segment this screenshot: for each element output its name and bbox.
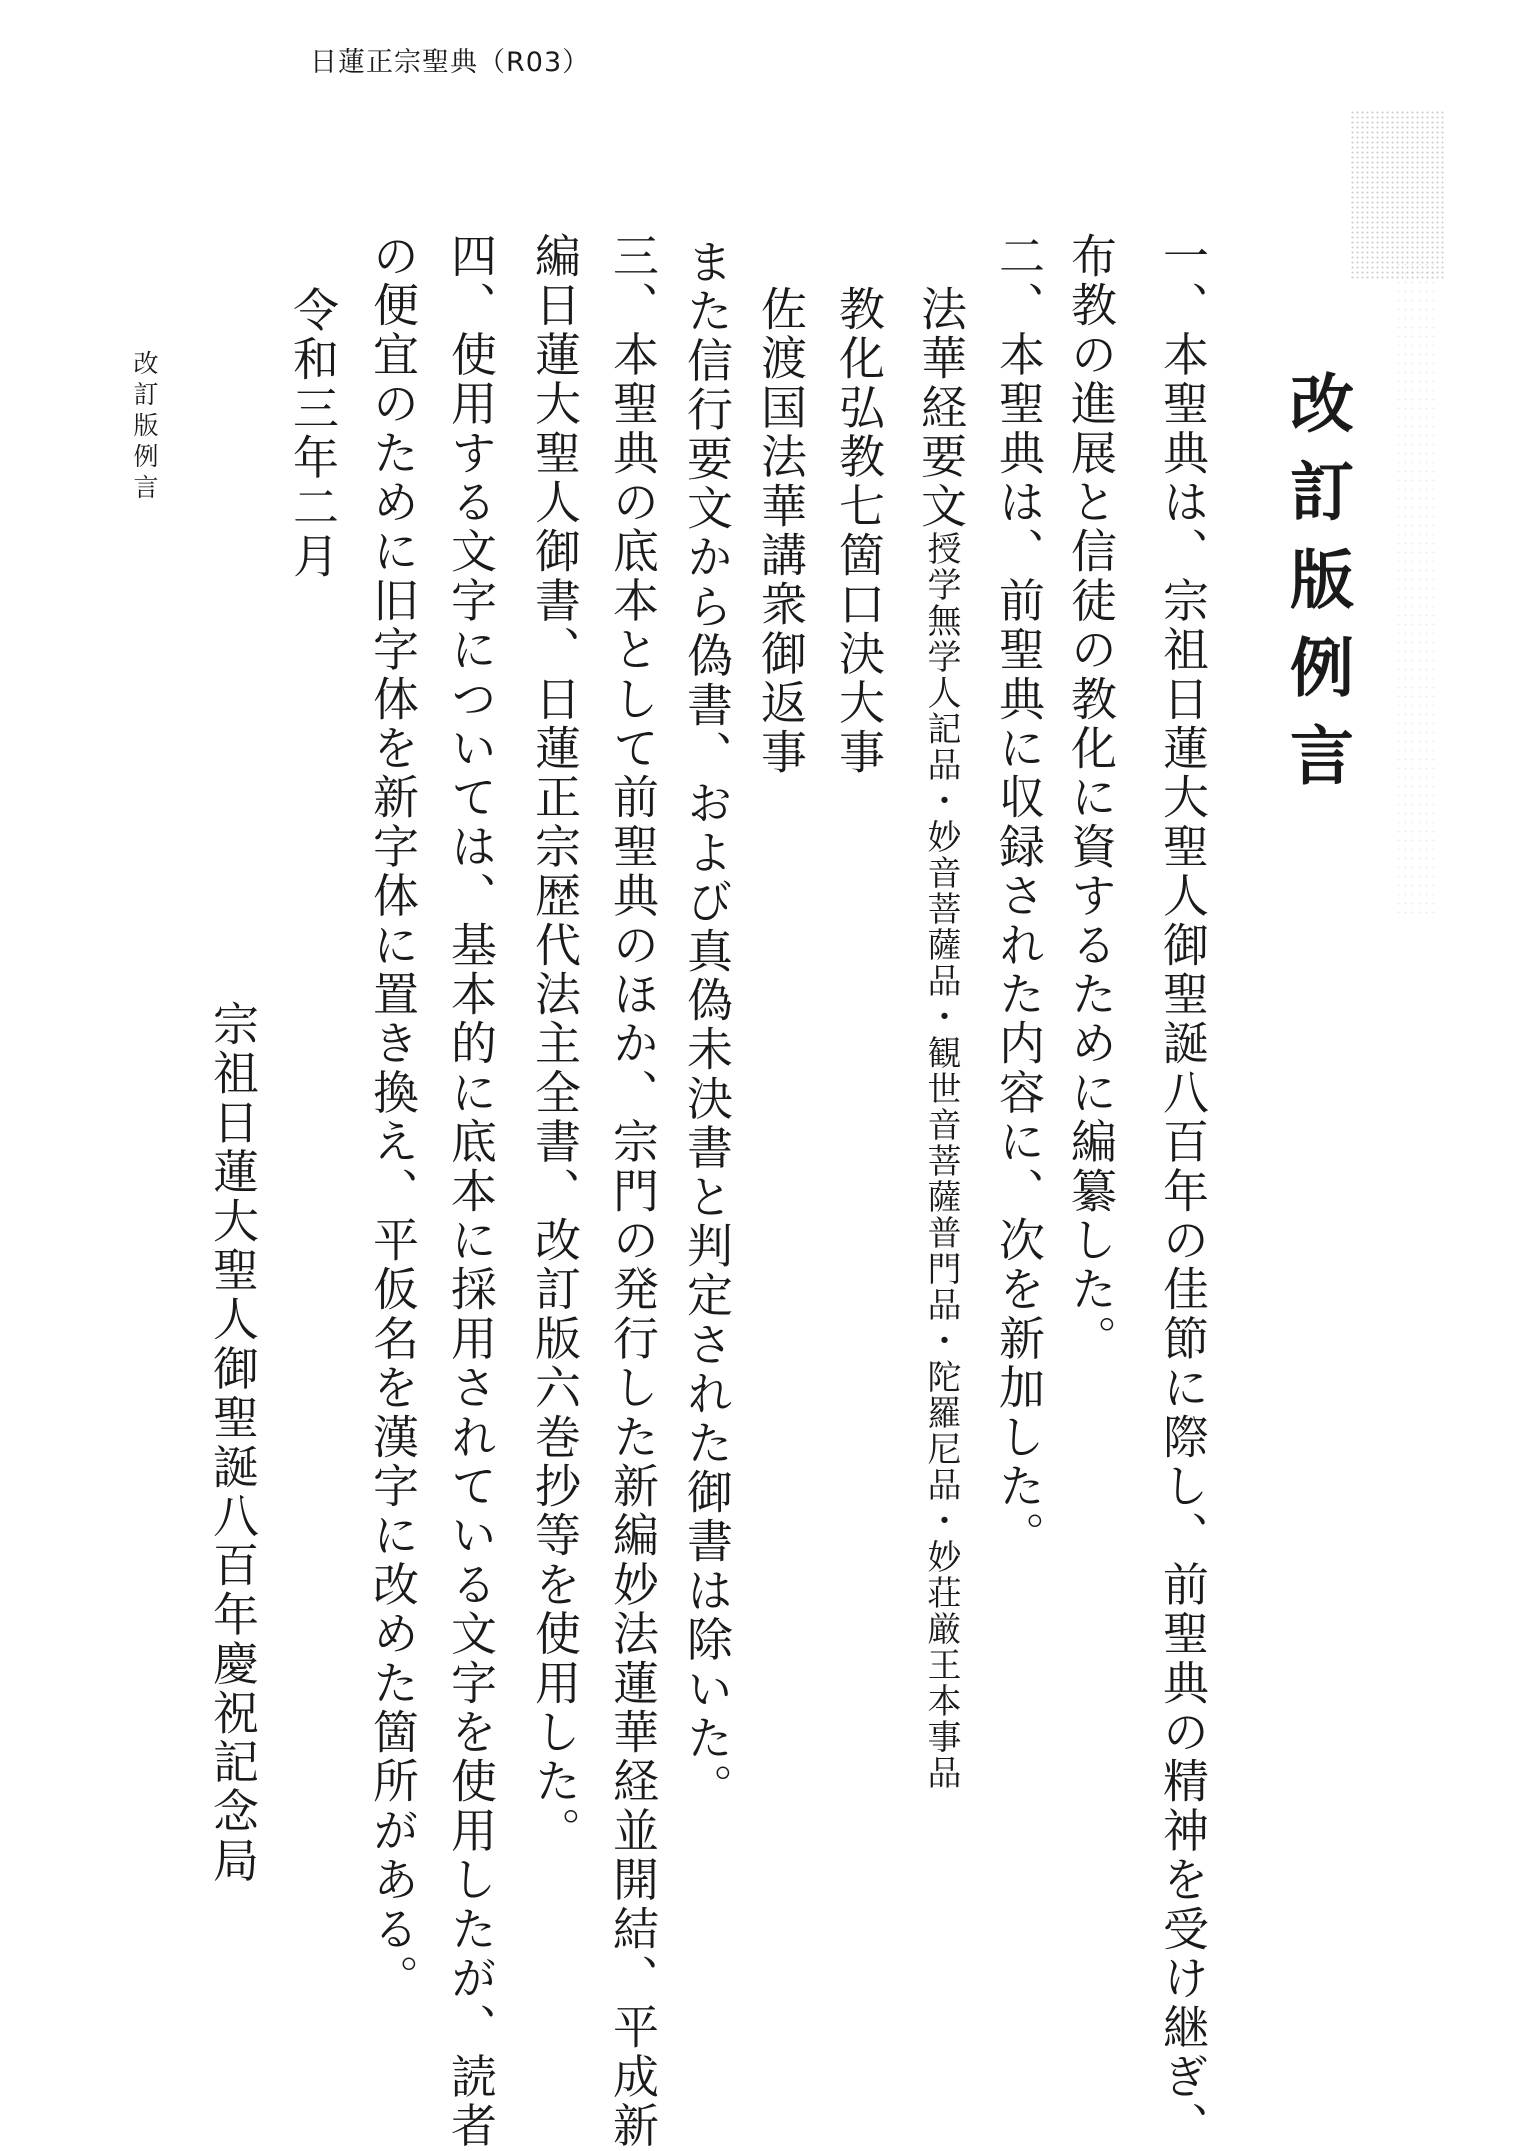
running-header: 日蓮正宗聖典（R03） bbox=[310, 47, 591, 78]
paragraph-4-line-1: 四、使用する文字については、基本的に底本に採用されている文字を使用したが、読者 bbox=[444, 232, 498, 2151]
item-1-detail: 授学無学人記品・妙音菩薩品・観世音菩薩普門品・陀羅尼品・妙荘厳王本事品 bbox=[921, 531, 961, 1791]
paragraph-3-line-1: 三、本聖典の底本として前聖典のほか、宗門の発行した新編妙法蓮華経並開結、平成新 bbox=[606, 232, 660, 2151]
paragraph-2-item-2: 教化弘教七箇口決大事 bbox=[832, 285, 886, 777]
page-title: 改訂版例言 bbox=[1279, 370, 1354, 810]
signature: 宗祖日蓮大聖人御聖誕八百年慶祝記念局 bbox=[206, 1000, 260, 1886]
paragraph-1-line-2: 布教の進展と信徒の教化に資するために編纂した。 bbox=[1064, 232, 1118, 1364]
paragraph-3-line-2: 編日蓮大聖人御書、日蓮正宗歴代法主全書、改訂版六巻抄等を使用した。 bbox=[528, 232, 582, 1856]
footer-section-name: 改訂版例言 bbox=[130, 350, 159, 505]
scan-speckle bbox=[1350, 110, 1445, 280]
scan-speckle-strip bbox=[1395, 260, 1435, 920]
paragraph-2-line-5: また信行要文から偽書、および真偽未決書と判定された御書は除いた。 bbox=[680, 238, 734, 1813]
paragraph-1-line-1: 一、本聖典は、宗祖日蓮大聖人御聖誕八百年の佳節に際し、前聖典の精神を受け継ぎ、 bbox=[1156, 232, 1210, 2151]
paragraph-4-line-2: の便宜のために旧字体を新字体に置き換え、平仮名を漢字に改めた箇所がある。 bbox=[366, 232, 420, 2004]
item-1-main: 法華経要文 bbox=[914, 285, 968, 531]
paragraph-2-line-1: 二、本聖典は、前聖典に収録された内容に、次を新加した。 bbox=[992, 232, 1046, 1561]
paragraph-2-item-3: 佐渡国法華講衆御返事 bbox=[754, 285, 808, 777]
paragraph-2-item-1 bbox=[914, 285, 978, 1791]
date-line: 令和三年二月 bbox=[286, 286, 340, 582]
